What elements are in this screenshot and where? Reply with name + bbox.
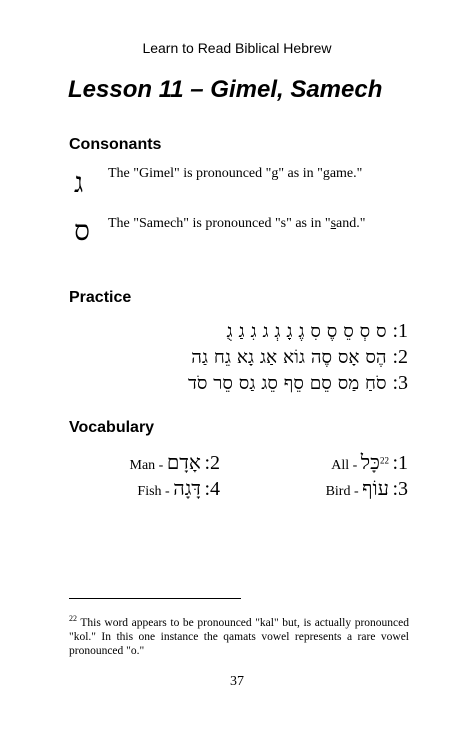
vocab-item-2: Man - אָדָם :2 — [129, 450, 220, 474]
gimel-description: The "Gimel" is pronounced "g" as in "game." — [108, 166, 363, 181]
practice-row-2 — [191, 344, 408, 371]
page-number: 37 — [230, 674, 244, 689]
practice-row-2-number: :2 — [392, 346, 408, 368]
gimel-underlined-letter: g — [322, 166, 330, 181]
footnote-text: This word appears to be pronounced "kal" but, is actually pronounced "kol." In this one instance the qamats vowel represents a rare vowel pronounced "o." — [69, 616, 409, 657]
lesson-title: Lesson 11 – Gimel, Samech — [68, 76, 383, 103]
practice-row-1 — [226, 318, 408, 345]
vocab-item-1: All - כָּל$^{22}$ :1 — [331, 450, 408, 474]
vocab-item-4-hebrew: דָּגָה — [173, 476, 201, 500]
practice-row-2-hebrew: הֶס אָס סֶה גוֹא אַג גָא גֵח גַה — [191, 347, 387, 368]
practice-row-3-hebrew: סֹחַ מַס סֵם סֵף סֵג גַס סֵר סֹד — [187, 373, 387, 394]
footnote-marker: 22 — [69, 614, 77, 623]
vocab-item-3: Bird - עוֹף :3 — [325, 476, 408, 500]
vocabulary-heading: Vocabulary — [69, 419, 155, 436]
samech-letter: ס — [74, 214, 90, 247]
practice-row-1-number: :1 — [392, 320, 408, 342]
footnote-ref: 22 — [379, 455, 389, 466]
footnote-separator — [69, 598, 241, 599]
practice-row-3-number: :3 — [392, 372, 408, 394]
consonants-heading: Consonants — [69, 136, 162, 153]
vocab-item-4: Fish - דָּגָה :4 — [137, 476, 220, 500]
samech-description: The "Samech" is pronounced "s" as in "sand." — [108, 216, 366, 231]
vocab-item-3-hebrew: עוֹף — [362, 476, 389, 500]
practice-row-1-hebrew: ס סְ סֵ סֶ סִ גֶ גָ גְ ג גִ גַ גֻ — [226, 321, 387, 342]
gimel-letter: ג — [74, 166, 84, 199]
practice-heading: Practice — [69, 289, 132, 306]
footnote — [69, 612, 409, 658]
vocab-item-1-hebrew: כָּל — [360, 450, 380, 474]
running-header: Learn to Read Biblical Hebrew — [142, 40, 332, 56]
practice-row-3 — [188, 370, 408, 397]
vocab-item-2-hebrew: אָדָם — [166, 450, 201, 474]
samech-underlined-letter: s — [330, 216, 337, 231]
